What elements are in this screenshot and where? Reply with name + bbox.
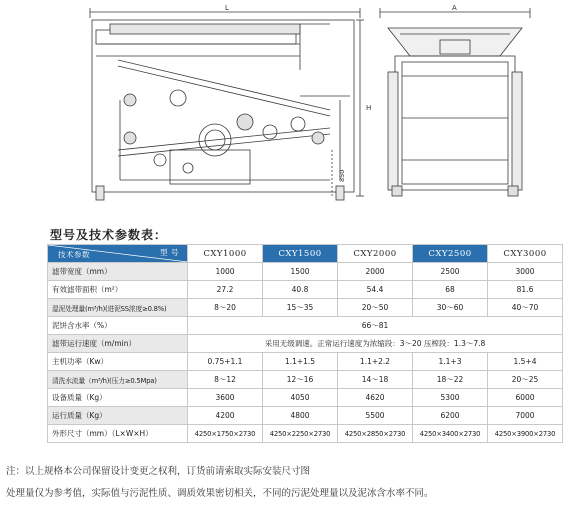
table-cell: 4250×1750×2730 (188, 425, 263, 443)
table-cell: 27.2 (188, 281, 263, 299)
table-cell: 3600 (188, 389, 263, 407)
table-cell: 54.4 (338, 281, 413, 299)
dim-850-label: 850 (338, 169, 346, 182)
table-cell: 4800 (263, 407, 338, 425)
dim-H-label: H (366, 104, 372, 112)
table-row (48, 371, 563, 389)
table-cell: 8～20 (188, 299, 263, 317)
row-label: 清洗水流量（m³/h)(压力≥0.5Mpa) (48, 371, 188, 389)
table-cell: 18～22 (413, 371, 488, 389)
model-header: CXY1500 (263, 245, 338, 263)
table-row (48, 281, 563, 299)
table-cell: 0.75+1.1 (188, 353, 263, 371)
table-cell: 4250×3900×2730 (488, 425, 563, 443)
model-header: CXY3000 (488, 245, 563, 263)
row-label: 滤带运行速度（m/min） (48, 335, 188, 353)
table-cell: 8～12 (188, 371, 263, 389)
table-cell: 1.1+1.5 (263, 353, 338, 371)
dim-L-label: L (225, 4, 229, 12)
table-row (48, 317, 563, 335)
table-cell: 1000 (188, 263, 263, 281)
corner-model-label: 型 号 (160, 248, 179, 257)
side-view-drawing (90, 8, 364, 200)
table-cell: 1.1+3 (413, 353, 488, 371)
spec-table (47, 244, 563, 443)
table-cell: 6000 (488, 389, 563, 407)
row-label: 运行质量（Kg） (48, 407, 188, 425)
table-cell: 4250×2850×2730 (338, 425, 413, 443)
table-cell: 14～18 (338, 371, 413, 389)
merged-cell: 66～81 (188, 317, 563, 335)
table-cell: 7000 (488, 407, 563, 425)
table-cell: 2000 (338, 263, 413, 281)
header-corner-cell (48, 245, 188, 263)
table-cell: 15～35 (263, 299, 338, 317)
table-cell: 2500 (413, 263, 488, 281)
table-cell: 5500 (338, 407, 413, 425)
technical-drawings (0, 0, 586, 222)
model-header: CXY2500 (413, 245, 488, 263)
row-label: 泥饼含水率（%） (48, 317, 188, 335)
model-header: CXY2000 (338, 245, 413, 263)
table-cell: 4050 (263, 389, 338, 407)
table-row (48, 335, 563, 353)
table-cell: 20～50 (338, 299, 413, 317)
corner-param-label: 技术参数 (58, 250, 90, 259)
section-title: 型号及技术参数表： (50, 228, 168, 242)
dim-A-label: A (452, 4, 457, 12)
front-view-drawing (380, 8, 530, 196)
note-disclaimer: 注：以上规格本公司保留设计变更之权利，订货前请索取实际安装尺寸图 (6, 466, 311, 477)
table-cell: 81.6 (488, 281, 563, 299)
table-row (48, 389, 563, 407)
model-header: CXY1000 (188, 245, 263, 263)
table-cell: 5300 (413, 389, 488, 407)
note-reference: 处理量仅为参考值，实际值与污泥性质、调质效果密切相关，不同的污泥处理量以及泥冰含水率不同。 (6, 488, 434, 499)
row-label: 主机功率（Kw） (48, 353, 188, 371)
row-label: 外形尺寸（mm）（L×W×H） (48, 425, 188, 443)
row-label: 有效滤带面积（m²） (48, 281, 188, 299)
row-label: 滤带宽度（mm） (48, 263, 188, 281)
table-cell: 3000 (488, 263, 563, 281)
table-cell: 4620 (338, 389, 413, 407)
table-cell: 4200 (188, 407, 263, 425)
table-cell: 12～16 (263, 371, 338, 389)
table-header-row (48, 245, 563, 263)
row-label: 湿泥处理量(m³/h)(进泥SS浓度≥0.8%) (48, 299, 188, 317)
table-cell: 1.5+4 (488, 353, 563, 371)
merged-cell: 采用无级调速。正常运行速度为浓缩段：3～20 压榨段：1.3～7.8 (188, 335, 563, 353)
table-row (48, 353, 563, 371)
table-cell: 6200 (413, 407, 488, 425)
table-cell: 30～60 (413, 299, 488, 317)
table-row (48, 425, 563, 443)
table-cell: 4250×2250×2730 (263, 425, 338, 443)
table-cell: 40.8 (263, 281, 338, 299)
table-row (48, 263, 563, 281)
table-row (48, 407, 563, 425)
table-cell: 68 (413, 281, 488, 299)
table-cell: 40～70 (488, 299, 563, 317)
table-cell: 1.1+2.2 (338, 353, 413, 371)
row-label: 设备质量（Kg） (48, 389, 188, 407)
table-row (48, 299, 563, 317)
table-cell: 4250×3400×2730 (413, 425, 488, 443)
table-cell: 20～25 (488, 371, 563, 389)
table-cell: 1500 (263, 263, 338, 281)
